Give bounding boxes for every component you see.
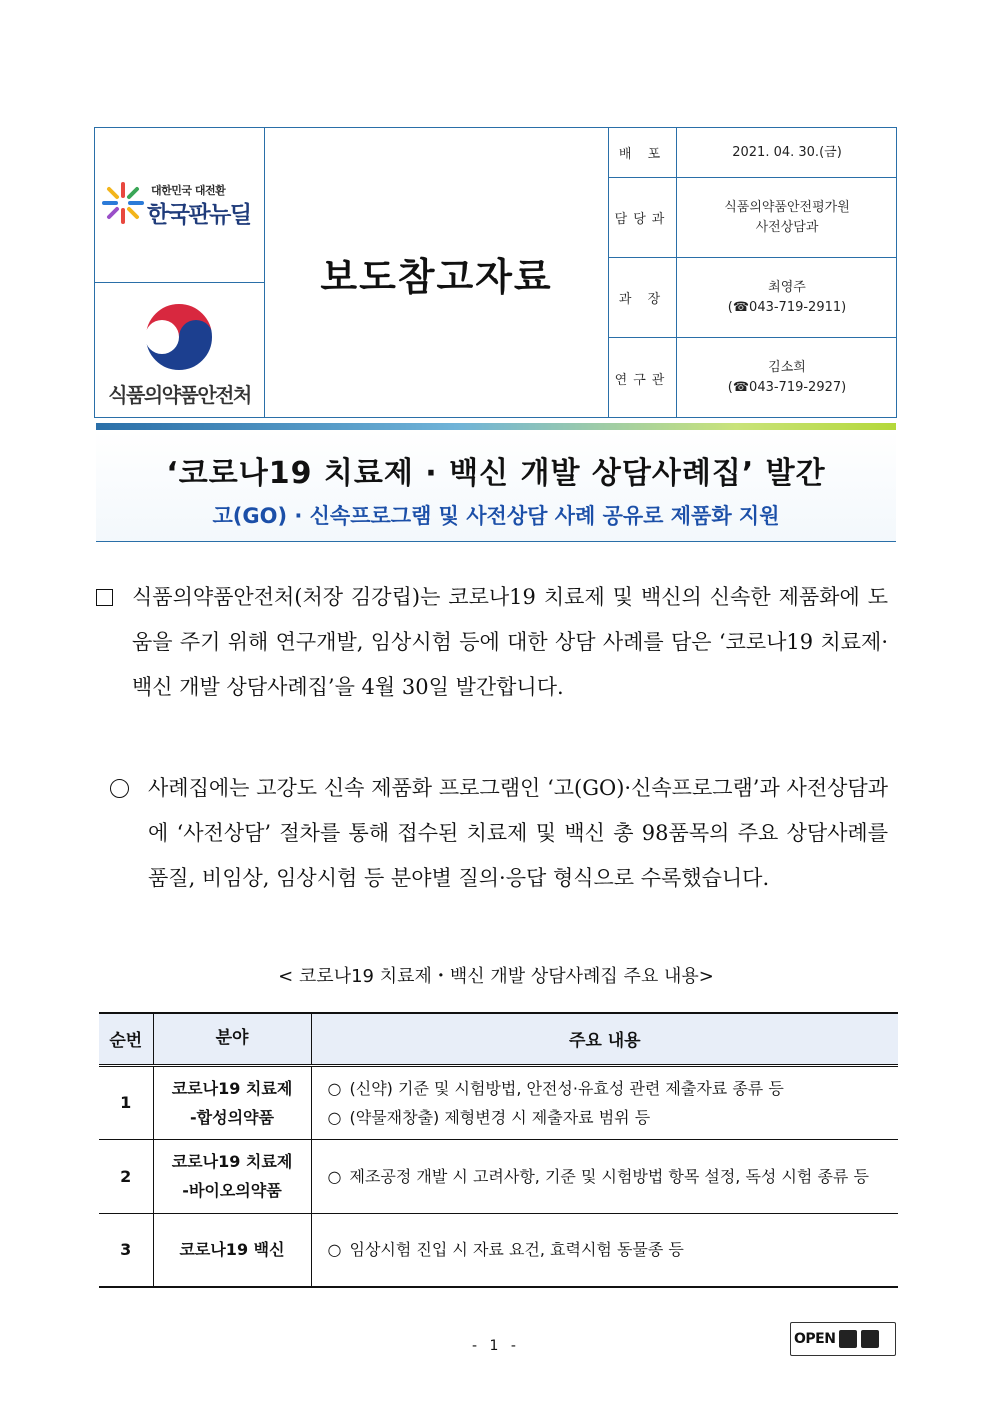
bullet-icon: ○ [327, 1240, 342, 1260]
attribution-icon [839, 1330, 857, 1348]
government-emblem-icon [143, 301, 215, 373]
newdeal-title: 한국판뉴딜 [147, 202, 251, 228]
content-item [328, 1235, 899, 1264]
header-content: 주요 내용 [311, 1013, 898, 1065]
newdeal-logo [95, 128, 264, 283]
info-value [677, 338, 897, 418]
release-date: 2021. 04. 30.(금) [732, 144, 842, 160]
logo-column [95, 128, 265, 417]
row-number: 2 [99, 1139, 153, 1213]
researcher-phone: (☎043-719-2927) [727, 380, 847, 395]
table-caption: < 코로나19 치료제・백신 개발 상담사례집 주요 내용> [278, 966, 714, 987]
row-field [153, 1213, 311, 1287]
researcher-name: 김소희 [768, 360, 806, 375]
bullet-icon: ○ [327, 1166, 342, 1186]
content-text: 제조공정 개발 시 고려사항, 기준 및 시험방법 항목 설정, 독성 시험 종류 등 [349, 1166, 869, 1186]
content-text: (약물재창출) 제형변경 시 제출자료 범위 등 [349, 1107, 651, 1127]
table-row [99, 1139, 898, 1213]
info-row-release-date [609, 128, 897, 178]
page-number: - 1 - [472, 1338, 520, 1354]
bullet-icon: ○ [327, 1107, 342, 1127]
content-text: (신약) 기준 및 시험방법, 안전성·유효성 관련 제출자료 종류 등 [349, 1078, 784, 1098]
content-item [328, 1074, 899, 1103]
row-field [153, 1065, 311, 1139]
header-number: 순번 [99, 1013, 153, 1065]
square-bullet-icon [96, 589, 113, 606]
newdeal-star-icon [100, 180, 146, 226]
info-label: 과 장 [609, 258, 677, 337]
field-line: 코로나19 치료제 [171, 1078, 293, 1098]
content-item [328, 1162, 899, 1191]
field-line: -바이오의약품 [182, 1181, 282, 1200]
table-row [99, 1213, 898, 1287]
info-value [677, 128, 897, 177]
department-agency: 식품의약품안전평가원 [724, 199, 850, 215]
release-info [609, 128, 897, 417]
row-field [153, 1139, 311, 1213]
department-division: 사전상담과 [755, 219, 819, 235]
table-header-row [99, 1013, 898, 1065]
ministry-logo [95, 283, 264, 418]
paragraph-main: 식품의약품안전처(처장 김강립)는 코로나19 치료제 및 백신의 신속한 제품화에 도움을 주기 위해 연구개발, 임상시험 등에 대한 상담 사례를 담은 ‘코로나19 치료제·백신 개발 상담사례집’을 4월 30일 발간합니다. [132, 585, 888, 699]
info-row-director [609, 258, 897, 338]
header-field: 분야 [153, 1013, 311, 1065]
paragraph-detail: 사례집에는 고강도 신속 제품화 프로그램인 ‘고(GO)·신속프로그램’과 사전상담과에 ‘사전상담’ 절차를 통해 접수된 치료제 및 백신 총 98품목의 주요 상담사례를 품질, 비임상, 임상시험 등 분야별 질의·응답 형식으로 수록했습니다. [148, 776, 888, 890]
info-label: 배 포 [609, 128, 677, 177]
field-line: -합성의약품 [190, 1107, 274, 1127]
field-line: 코로나19 백신 [179, 1240, 285, 1260]
headline-title: ‘코로나19 치료제 · 백신 개발 상담사례집’ 발간 [166, 456, 826, 491]
info-row-researcher [609, 338, 897, 418]
ministry-name: 식품의약품안전처 [108, 383, 251, 407]
field-line: 코로나19 치료제 [171, 1152, 293, 1171]
director-phone: (☎043-719-2911) [727, 299, 847, 315]
open-license-label: OPEN [794, 1331, 836, 1347]
director-name: 최영주 [768, 279, 806, 295]
row-content [311, 1213, 898, 1287]
press-header [94, 127, 897, 418]
info-value [677, 258, 897, 337]
info-label: 담당과 [609, 178, 677, 257]
row-content [311, 1065, 898, 1139]
document-type-title: 보도참고자료 [320, 255, 553, 299]
circle-bullet-icon [110, 779, 129, 798]
headline-subtitle: 고(GO) · 신속프로그램 및 사전상담 사례 공유로 제품화 지원 [212, 504, 780, 528]
info-label: 연구관 [609, 338, 677, 418]
content-item [328, 1103, 899, 1132]
bullet-icon: ○ [327, 1078, 342, 1098]
title-column [265, 128, 609, 417]
open-license-badge [790, 1322, 896, 1356]
info-row-department [609, 178, 897, 258]
row-number: 1 [99, 1065, 153, 1139]
content-text: 임상시험 진입 시 자료 요건, 효력시험 동물종 등 [349, 1240, 684, 1260]
table-row [99, 1065, 898, 1139]
summary-table [99, 1012, 898, 1288]
headline-gradient-bar [96, 423, 896, 430]
commercial-use-icon [861, 1330, 879, 1348]
headline-box [96, 430, 896, 542]
row-number: 3 [99, 1213, 153, 1287]
newdeal-slogan: 대한민국 대전환 [151, 184, 226, 197]
info-value [677, 178, 897, 257]
row-content [311, 1139, 898, 1213]
